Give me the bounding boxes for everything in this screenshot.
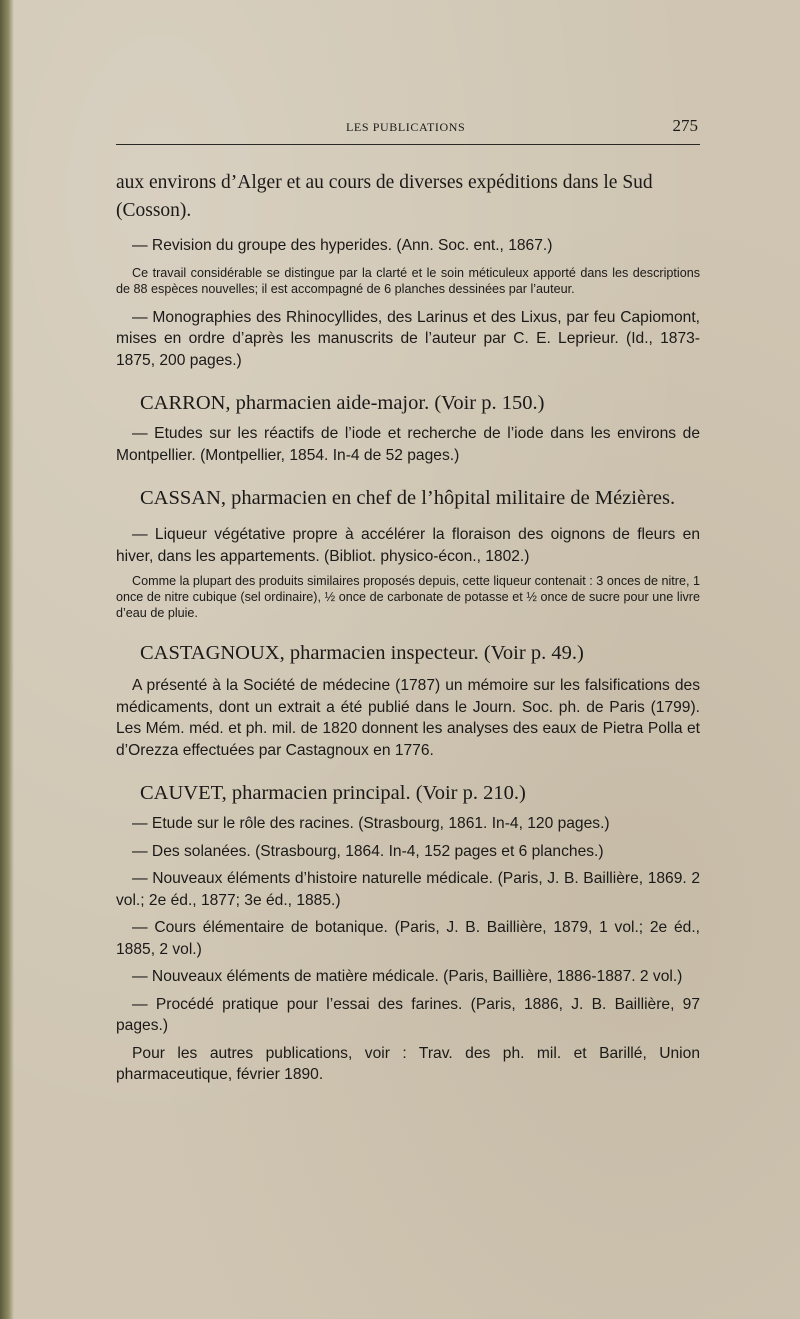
paragraph-cauvet-farines: — Procédé pratique pour l’essai des farines. (Paris, 1886, J. B. Baillière, 97 pages.) xyxy=(116,995,700,1034)
paragraph-castagnoux: A présenté à la Société de médecine (1787) un mémoire sur les falsifications des médicaments, dont un extrait a été publié dans le Journ. Soc. ph. de Paris (1799). Les Mém. méd. et ph. mil. de 1820 donnent les analyses des eaux de Pietra Polla et d’Orezza effectuées par Castagnoux en 1776. xyxy=(116,677,700,759)
entry-heading-carron: CARRON, pharmacien aide-major. (Voir p. 150.) xyxy=(140,392,545,414)
entry-heading-cassan: CASSAN, pharmacien en chef de l’hôpital militaire de Mézières. xyxy=(140,487,676,509)
entry-heading-cauvet: CAUVET, pharmacien principal. (Voir p. 210.) xyxy=(140,782,526,804)
paragraph-cauvet-botanique: — Cours élémentaire de botanique. (Paris, J. B. Baillière, 1879, 1 vol.; 2e éd., 1885, 2 vol.) xyxy=(116,919,700,958)
paragraph-monographies: — Monographies des Rhinocyllides, des Larinus et des Lixus, par feu Capiomont, mises en ordre d’après les manuscrits de l’auteur par C. E. Leprieur. (Id., 1873-1875, 200 pages.) xyxy=(116,308,700,369)
paragraph-cauvet-racines: — Etude sur le rôle des racines. (Strasbourg, 1861. In-4, 120 pages.) xyxy=(132,815,610,832)
note-cassan: Comme la plupart des produits similaires proposés depuis, cette liqueur contenait : 3 onces de nitre, 1 once de nitre cubique (sel ordinaire), ½ once de carbonate de potasse et ½ once de sucre pour une livre d’eau de pluie. xyxy=(116,574,700,620)
page-content xyxy=(116,165,700,1086)
paragraph-hyperides: — Revision du groupe des hyperides. (Ann. Soc. ent., 1867.) xyxy=(132,237,553,254)
page-header xyxy=(116,116,700,145)
paragraph-cauvet-autres: Pour les autres publications, voir : Trav. des ph. mil. et Barillé, Union pharmaceutique, février 1890. xyxy=(116,1044,700,1083)
book-binding-edge xyxy=(0,0,14,1319)
paragraph-cauvet-matiere: — Nouveaux éléments de matière médicale. (Paris, Baillière, 1886-1887. 2 vol.) xyxy=(132,968,683,985)
paragraph-carron-iode: — Etudes sur les réactifs de l’iode et recherche de l’iode dans les environs de Montpellier. (Montpellier, 1854. In-4 de 52 pages.) xyxy=(116,425,700,464)
note-hyperides: Ce travail considérable se distingue par la clarté et le soin méticuleux apporté dans les descriptions de 88 espèces nouvelles; il est accompagné de 6 planches dessinées par l’auteur. xyxy=(116,265,700,296)
paragraph-cauvet-solanees: — Des solanées. (Strasbourg, 1864. In-4, 152 pages et 6 planches.) xyxy=(132,842,604,860)
paragraph-cassan-liqueur: — Liqueur végétative propre à accélérer la floraison des oignons de fleurs en hiver, dans les appartements. (Bibliot. physico-écon., 1802.) xyxy=(116,526,700,565)
page-number: 275 xyxy=(672,116,698,135)
running-title: LES PUBLICATIONS xyxy=(346,120,466,134)
paragraph-cosson: aux environs d’Alger et au cours de diverses expéditions dans le Sud (Cosson). xyxy=(116,172,653,221)
paragraph-cauvet-elements: — Nouveaux éléments d’histoire naturelle médicale. (Paris, J. B. Baillière, 1869. 2 vol.; 2e éd., 1877; 3e éd., 1885.) xyxy=(116,870,700,909)
entry-heading-castagnoux: CASTAGNOUX, pharmacien inspecteur. (Voir p. 49.) xyxy=(140,642,584,664)
document-page xyxy=(116,116,700,1086)
